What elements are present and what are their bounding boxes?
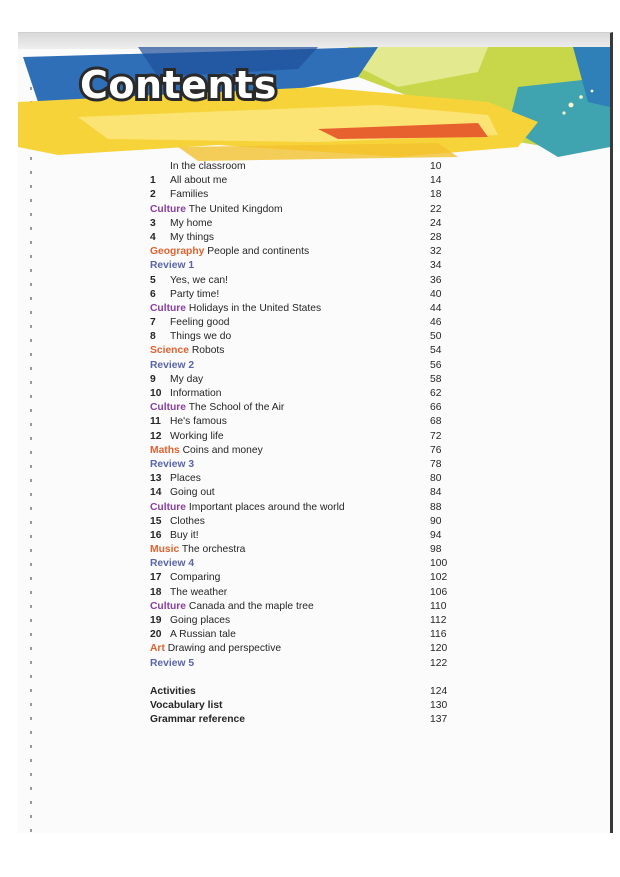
toc-title: Party time! — [170, 288, 220, 300]
review-label: Review 1 — [150, 260, 195, 272]
appendix-row[interactable] — [150, 713, 450, 727]
page-number: 56 — [430, 359, 442, 371]
toc-row[interactable] — [150, 529, 450, 543]
unit-number: 7 — [150, 317, 156, 329]
toc-row[interactable] — [150, 657, 450, 671]
page-number: 137 — [430, 714, 448, 726]
page-number: 84 — [430, 487, 442, 499]
toc-row[interactable] — [150, 259, 450, 273]
unit-number: 18 — [150, 586, 162, 598]
toc-title: Feeling good — [170, 317, 230, 329]
unit-number: 13 — [150, 473, 162, 485]
page-number: 112 — [430, 615, 447, 626]
page-number: 22 — [430, 203, 442, 215]
page-number: 36 — [430, 274, 442, 286]
toc-row[interactable] — [150, 174, 450, 188]
toc-row[interactable] — [150, 188, 450, 202]
toc-title: My things — [170, 231, 215, 243]
page-number: 58 — [430, 373, 442, 385]
toc-row[interactable] — [150, 543, 450, 557]
binding-spine — [30, 73, 32, 833]
toc-row[interactable] — [150, 571, 450, 585]
toc-row[interactable] — [150, 288, 450, 302]
page-number: 130 — [430, 699, 448, 711]
unit-number: 10 — [150, 388, 162, 399]
toc-title: The weather — [170, 586, 228, 598]
toc-title: Important places around the world — [188, 501, 345, 513]
page-number: 44 — [430, 302, 442, 314]
toc-title: Information — [170, 388, 222, 399]
page-number: 66 — [430, 402, 442, 414]
page-number: 116 — [430, 629, 447, 641]
toc-title: Drawing and perspective — [167, 643, 282, 655]
unit-number: 16 — [150, 529, 162, 541]
review-label: Review 3 — [150, 458, 195, 470]
section-label: Geography — [150, 246, 205, 258]
toc-title: Families — [170, 189, 209, 201]
appendix-title: Grammar reference — [150, 714, 246, 726]
section-label: Culture — [150, 600, 187, 612]
toc-title: The orchestra — [181, 544, 246, 556]
section-label: Art — [150, 643, 165, 655]
toc-title: My day — [170, 373, 204, 385]
unit-number: 12 — [150, 430, 162, 442]
toc-row[interactable] — [150, 586, 450, 600]
section-label: Science — [150, 345, 189, 357]
toc-row[interactable] — [150, 302, 450, 316]
unit-number: 20 — [150, 629, 162, 641]
toc-row[interactable] — [150, 344, 450, 358]
toc-title: A Russian tale — [170, 629, 236, 641]
toc-row[interactable] — [150, 359, 450, 373]
unit-number: 9 — [150, 373, 156, 385]
review-label: Review 4 — [150, 558, 195, 570]
page-number: 94 — [430, 529, 442, 541]
page-number: 62 — [430, 388, 442, 399]
section-label: Culture — [150, 203, 187, 215]
unit-number: 15 — [150, 515, 162, 527]
page-number: 18 — [430, 189, 442, 201]
toc-row[interactable] — [150, 217, 450, 231]
toc-row[interactable] — [150, 430, 450, 444]
page-number: 68 — [430, 416, 442, 428]
table-of-contents — [150, 160, 450, 727]
unit-number: 3 — [150, 217, 156, 229]
page-number: 90 — [430, 515, 442, 527]
toc-row[interactable] — [150, 330, 450, 344]
appendix-title: Activities — [150, 685, 196, 697]
toc-title: Yes, we can! — [170, 274, 229, 286]
toc-title: Buy it! — [170, 529, 199, 541]
page-title: Contents — [80, 63, 277, 107]
page-number: 102 — [430, 572, 448, 584]
toc-row[interactable] — [150, 557, 450, 571]
toc-row[interactable] — [150, 245, 450, 259]
toc-row[interactable] — [150, 628, 450, 642]
toc-title: Holidays in the United States — [188, 302, 322, 314]
unit-number: 11 — [150, 416, 161, 428]
toc-row[interactable] — [150, 274, 450, 288]
page-number: 76 — [430, 444, 442, 456]
page-number: 80 — [430, 473, 442, 485]
appendix-row[interactable] — [150, 685, 450, 699]
toc-row[interactable] — [150, 231, 450, 245]
toc-title: Coins and money — [182, 444, 263, 456]
page-number: 124 — [430, 685, 448, 697]
toc-title: Comparing — [170, 572, 221, 584]
page-number: 34 — [430, 260, 442, 272]
toc-title: In the classroom — [170, 161, 246, 172]
toc-title: He's famous — [170, 416, 227, 428]
unit-number: 6 — [150, 288, 156, 300]
page-number: 28 — [430, 231, 442, 243]
unit-number: 17 — [150, 572, 162, 584]
toc-row[interactable] — [150, 444, 450, 458]
review-label: Review 2 — [150, 359, 195, 371]
toc-title: Robots — [191, 345, 225, 357]
toc-row[interactable] — [150, 486, 450, 500]
toc-row[interactable] — [150, 401, 450, 415]
book-page — [18, 32, 613, 833]
unit-number: 1 — [150, 175, 156, 187]
toc-title: Working life — [170, 430, 224, 442]
page-number: 88 — [430, 501, 442, 513]
unit-number: 14 — [150, 487, 162, 499]
unit-number: 19 — [150, 615, 162, 626]
page-number: 110 — [430, 600, 447, 612]
review-label: Review 5 — [150, 657, 195, 669]
page-number: 78 — [430, 458, 442, 470]
page-number: 10 — [430, 161, 442, 172]
toc-title: Clothes — [170, 515, 205, 527]
appendix-title: Vocabulary list — [150, 699, 223, 711]
toc-row[interactable] — [150, 515, 450, 529]
toc-row[interactable] — [150, 472, 450, 486]
page-number: 72 — [430, 430, 442, 442]
toc-row[interactable] — [150, 501, 450, 515]
page-number: 100 — [430, 558, 448, 570]
page-number: 46 — [430, 317, 442, 329]
page-number: 32 — [430, 246, 442, 258]
toc-row[interactable] — [150, 600, 450, 614]
toc-row[interactable] — [150, 387, 450, 401]
page-number: 40 — [430, 288, 442, 300]
appendix-row[interactable] — [150, 699, 450, 713]
toc-row[interactable] — [150, 614, 450, 628]
section-label: Culture — [150, 302, 187, 314]
toc-title: Going out — [170, 487, 215, 499]
toc-title: Places — [170, 473, 201, 485]
page-number: 14 — [430, 175, 442, 187]
toc-title: Things we do — [170, 331, 232, 343]
toc-row[interactable] — [150, 203, 450, 217]
toc-title: People and continents — [207, 246, 310, 258]
section-label: Culture — [150, 501, 187, 513]
toc-title: The School of the Air — [188, 402, 285, 414]
unit-number: 4 — [150, 231, 156, 243]
toc-title: Canada and the maple tree — [188, 600, 314, 612]
page-number: 98 — [430, 544, 442, 556]
section-label: Music — [150, 544, 180, 556]
page-number: 24 — [430, 217, 442, 229]
toc-row[interactable] — [150, 373, 450, 387]
toc-row[interactable] — [150, 316, 450, 330]
unit-number: 8 — [150, 331, 156, 343]
page-number: 106 — [430, 586, 448, 598]
toc-title: All about me — [170, 175, 228, 187]
unit-number: 2 — [150, 189, 156, 201]
toc-row[interactable] — [150, 458, 450, 472]
page-number: 120 — [430, 643, 448, 655]
page-number: 50 — [430, 331, 442, 343]
section-label: Culture — [150, 402, 187, 414]
toc-title: The United Kingdom — [188, 203, 283, 215]
section-label: Maths — [150, 444, 180, 456]
unit-number: 5 — [150, 274, 156, 286]
toc-row[interactable] — [150, 415, 450, 429]
toc-title: My home — [170, 217, 213, 229]
toc-row[interactable] — [150, 160, 450, 174]
section-gap — [150, 671, 450, 685]
page-number: 54 — [430, 345, 442, 357]
toc-title: Going places — [170, 615, 231, 626]
toc-row[interactable] — [150, 642, 450, 656]
page-number: 122 — [430, 657, 448, 669]
